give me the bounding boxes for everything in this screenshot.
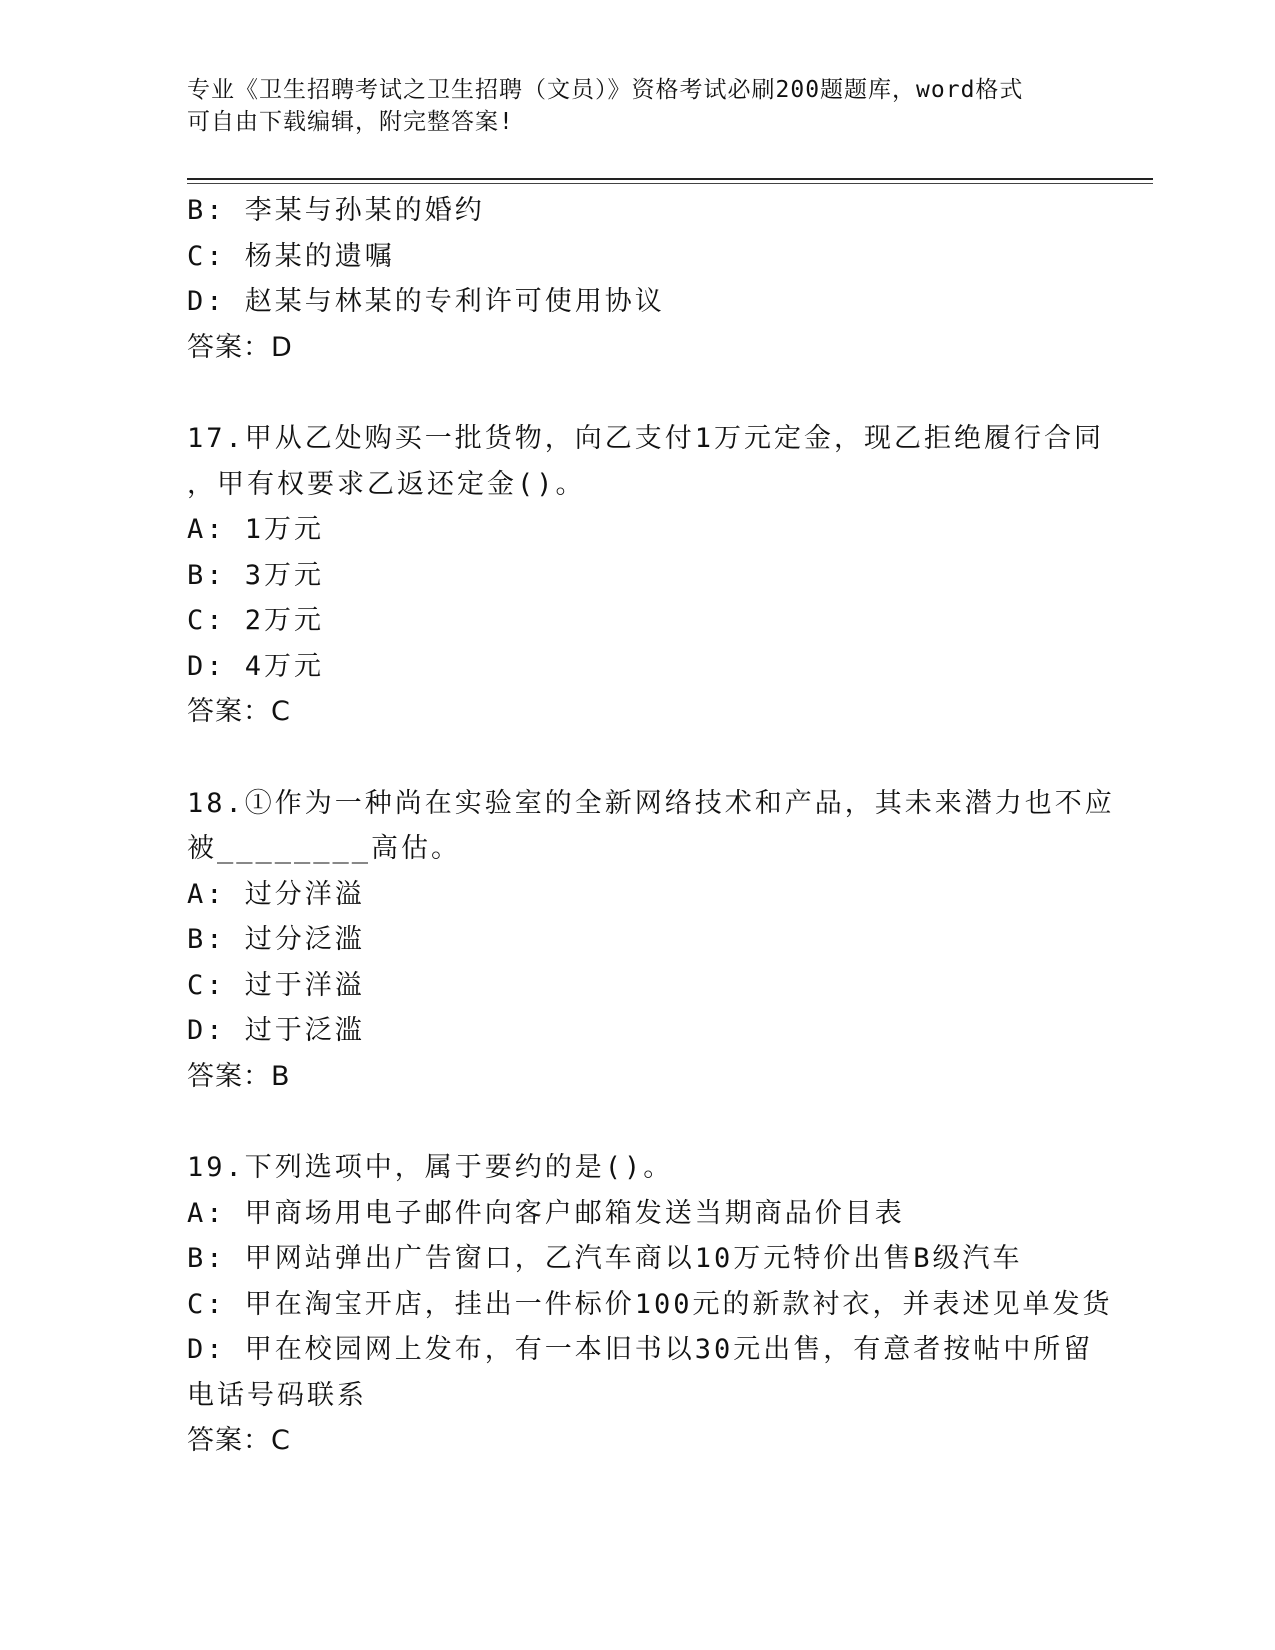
- option-c: C: 过于洋溢: [187, 969, 365, 1001]
- option-d: D: 赵某与林某的专利许可使用协议: [187, 286, 665, 317]
- question-16-continued: [187, 188, 1087, 370]
- option-b: B: 3万元: [187, 559, 325, 591]
- question-stem-line-1: 17.甲从乙处购买一批货物，向乙支付1万元定金，现乙拒绝履行合同: [187, 423, 1105, 454]
- answer-line: 答案：D: [187, 331, 293, 363]
- option-d-line-2: 电话号码联系: [187, 1379, 367, 1411]
- question-17: [187, 416, 1105, 735]
- answer-line: 答案：C: [187, 1425, 291, 1456]
- question-spacer: [187, 1099, 1087, 1145]
- option-a: A: 过分洋溢: [187, 878, 365, 910]
- option-b: B: 过分泛滥: [187, 924, 365, 955]
- question-stem-line-1: 18.①作为一种尚在实验室的全新网络技术和产品，其未来潜力也不应: [187, 787, 1115, 819]
- header-title-line-2: 可自由下载编辑，附完整答案!: [187, 109, 514, 135]
- option-c: C: 杨某的遗嘱: [187, 240, 395, 272]
- option-d-line-1: D: 甲在校园网上发布，有一本旧书以30元出售，有意者按帖中所留: [187, 1334, 1094, 1365]
- option-d: D: 4万元: [187, 650, 325, 682]
- option-b: B: 甲网站弹出广告窗口，乙汽车商以10万元特价出售B级汽车: [187, 1243, 1023, 1274]
- option-a: A: 甲商场用电子邮件向客户邮箱发送当期商品价目表: [187, 1197, 905, 1229]
- question-spacer: [187, 735, 1087, 781]
- question-19: [187, 1145, 1113, 1464]
- option-c: C: 2万元: [187, 605, 325, 636]
- question-spacer: [187, 370, 1087, 416]
- question-stem-line-2: ，甲有权要求乙返还定金()。: [187, 468, 586, 500]
- question-18: [187, 781, 1115, 1100]
- answer-line: 答案：C: [187, 696, 291, 727]
- option-c: C: 甲在淘宝开店，挂出一件标价100元的新款衬衣，并表述见单发货: [187, 1288, 1113, 1320]
- option-a: A: 1万元: [187, 514, 325, 545]
- answer-line: 答案：B: [187, 1060, 291, 1092]
- question-stem-line-2: 被________高估。: [187, 833, 462, 864]
- header-divider-thin: [187, 183, 1153, 184]
- question-list: [187, 188, 1115, 1464]
- header-divider-thick: [187, 178, 1153, 180]
- header-title-line-1: 专业《卫生招聘考试之卫生招聘（文员）》资格考试必刷200题题库，word格式: [187, 77, 1024, 103]
- question-stem-line-1: 19.下列选项中，属于要约的是()。: [187, 1152, 674, 1183]
- option-b: B: 李某与孙某的婚约: [187, 195, 485, 226]
- option-d: D: 过于泛滥: [187, 1015, 365, 1046]
- page-header: [187, 74, 1067, 138]
